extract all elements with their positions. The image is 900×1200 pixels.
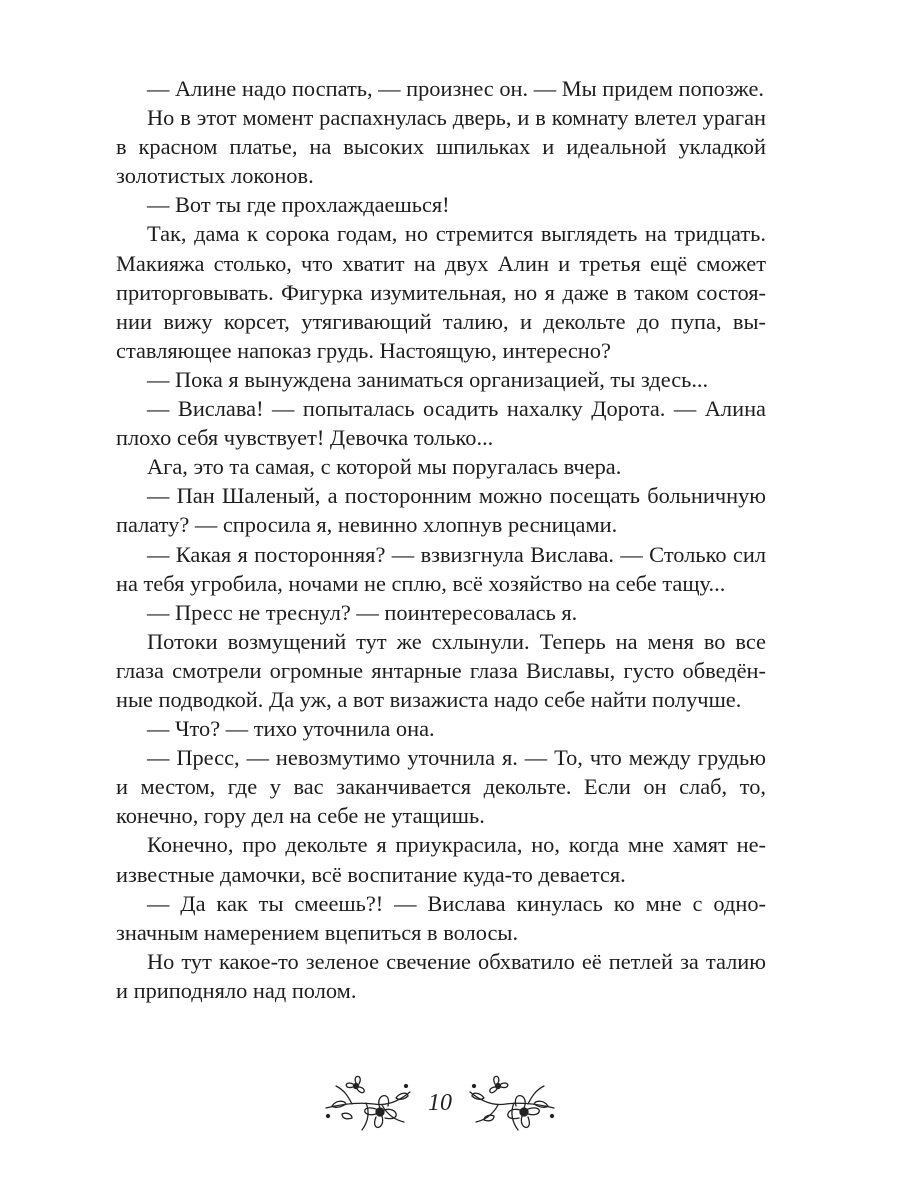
paragraph: — Да как ты смеешь?! — Вислава кинулась ко мне с однозначным намерением вцепиться в волосы.: [116, 890, 766, 945]
page-footer: [0, 1072, 900, 1152]
page-number: 10: [428, 1090, 452, 1116]
book-page-text: [116, 74, 766, 1005]
flower-branch-icon: [466, 1072, 558, 1142]
paragraph: Ага, это та самая, с которой мы поругалась вчера.: [147, 454, 622, 480]
paragraph: — Что? — тихо уточнила она.: [147, 716, 435, 742]
paragraph: — Пан Шаленый, а посторонним можно посещать больничную палату? — спросила я, невинно хлопнув ресницами.: [116, 483, 766, 538]
paragraph: — Вислава! — попыталась осадить нахалку Дорота. — Алина плохо себя чувствует! Девочка только...: [116, 396, 766, 451]
paragraph: — Алине надо поспать, — произнес он. — Мы придем попозже.: [147, 76, 765, 101]
paragraph: Но тут какое-то зеленое свечение обхватило её петлей за талию и приподняло над полом.: [116, 948, 766, 1003]
paragraph: — Какая я посторонняя? — взвизгнула Вислава. — Столько сил на тебя угробила, ночами не сплю, всё хозяйство на себе тащу...: [116, 541, 766, 596]
paragraph: — Вот ты где прохлаждаешься!: [147, 192, 450, 218]
paragraph: Но в этот момент распахнулась дверь, и в комнату влетел ураган в красном платье, на высоких шпильках и идеальной укладкой золотистых локонов.: [116, 105, 766, 189]
paragraph: Так, дама к сорока годам, но стремится выглядеть на тридцать. Макияжа столько, что хватит на двух Алин и третья ещё сможет приторговывать. Фигурка изумительная, но я даже в таком состоянии вижу корсет, утягивающий талию, и декольте до пупа, выставляющее напоказ грудь. Настоящую, интересно?: [116, 221, 766, 363]
flower-branch-icon: [322, 1072, 414, 1142]
paragraph: — Пока я вынуждена заниматься организацией, ты здесь...: [147, 366, 709, 392]
paragraph: — Пресс не треснул? — поинтересовалась я.: [147, 599, 578, 625]
paragraph: Потоки возмущений тут же схлынули. Теперь на меня во все глаза смотрели огромные янтарные глаза Виславы, густо обведённые подводкой. Да уж, а вот визажиста надо себе найти получше.: [116, 628, 766, 712]
paragraph: Конечно, про декольте я приукрасила, но, когда мне хамят неизвестные дамочки, всё воспитание куда-то девается.: [116, 832, 766, 887]
paragraph: — Пресс, — невозмутимо уточнила я. — То, что между грудью и местом, где у вас заканчивается декольте. Если он слаб, то, конечно, гору дел на себе не утащишь.: [116, 745, 766, 829]
